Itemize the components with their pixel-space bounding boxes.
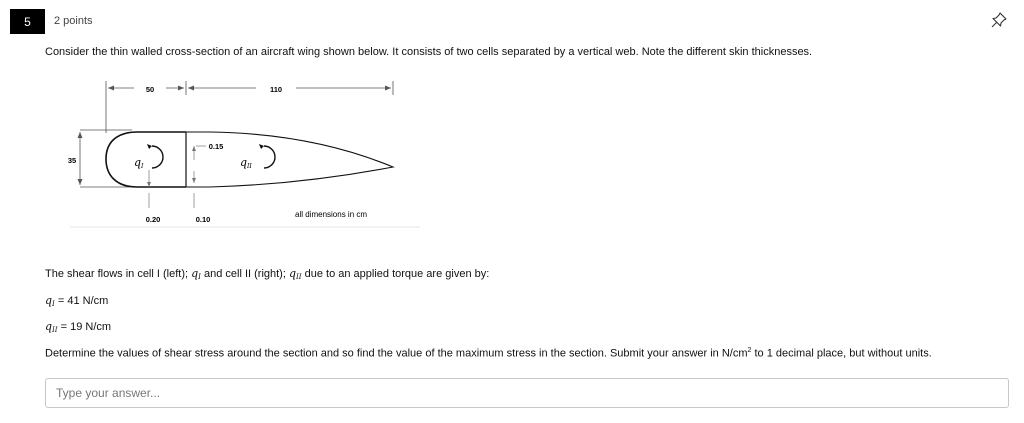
question-number-badge bbox=[10, 9, 45, 34]
question-number: 5 bbox=[24, 14, 31, 29]
thickness-label-left: 0.20 bbox=[145, 215, 161, 224]
q1-label: qI bbox=[134, 156, 144, 170]
shear-flow-intro: The shear flows in cell I (left); $q_I$ and cell II (right); $q_{II}$ due to an applied torque are given by: bbox=[45, 267, 490, 281]
q2-symbol: $q_{II}$ bbox=[288, 267, 302, 281]
thickness-label-top: 0.15 bbox=[208, 142, 224, 151]
question-points: 2 points bbox=[54, 15, 93, 27]
thickness-label-web: 0.10 bbox=[195, 215, 211, 224]
q2-value-line: $q_{II} = 19$ N/cm bbox=[45, 320, 112, 334]
cell1-skin bbox=[106, 132, 186, 187]
q1-value: = 41 N/cm bbox=[54, 295, 109, 307]
dim-label-cell1: 50 bbox=[145, 85, 155, 94]
wing-cross-section-figure bbox=[60, 75, 430, 235]
question-instruction: Determine the values of shear stress around the section and so find the value of the maximum stress in the section. Submit your answer in $N/cm^2$ to 1 decimal place, but without units. bbox=[45, 347, 932, 360]
dim-label-height: 35 bbox=[67, 156, 77, 165]
q1-value-line: $q_I = 41$ N/cm bbox=[45, 294, 109, 308]
pin-icon[interactable] bbox=[990, 11, 1008, 29]
question-intro: Consider the thin walled cross-section of an aircraft wing shown below. It consists of two cells separated by a vertical web. Note the different skin thicknesses. bbox=[45, 46, 813, 58]
answer-input[interactable] bbox=[45, 378, 1009, 408]
q2-circulation-arrow bbox=[264, 146, 275, 168]
dimensions-note: all dimensions in cm bbox=[295, 210, 368, 219]
q1-circulation-arrow bbox=[152, 146, 163, 168]
cell2-skin bbox=[186, 132, 393, 187]
q1-symbol: $q_I$ bbox=[191, 267, 201, 281]
q2-value: = 19 N/cm bbox=[57, 321, 112, 333]
q2-label: qII bbox=[240, 156, 252, 170]
dim-label-cell2: 110 bbox=[269, 85, 283, 94]
